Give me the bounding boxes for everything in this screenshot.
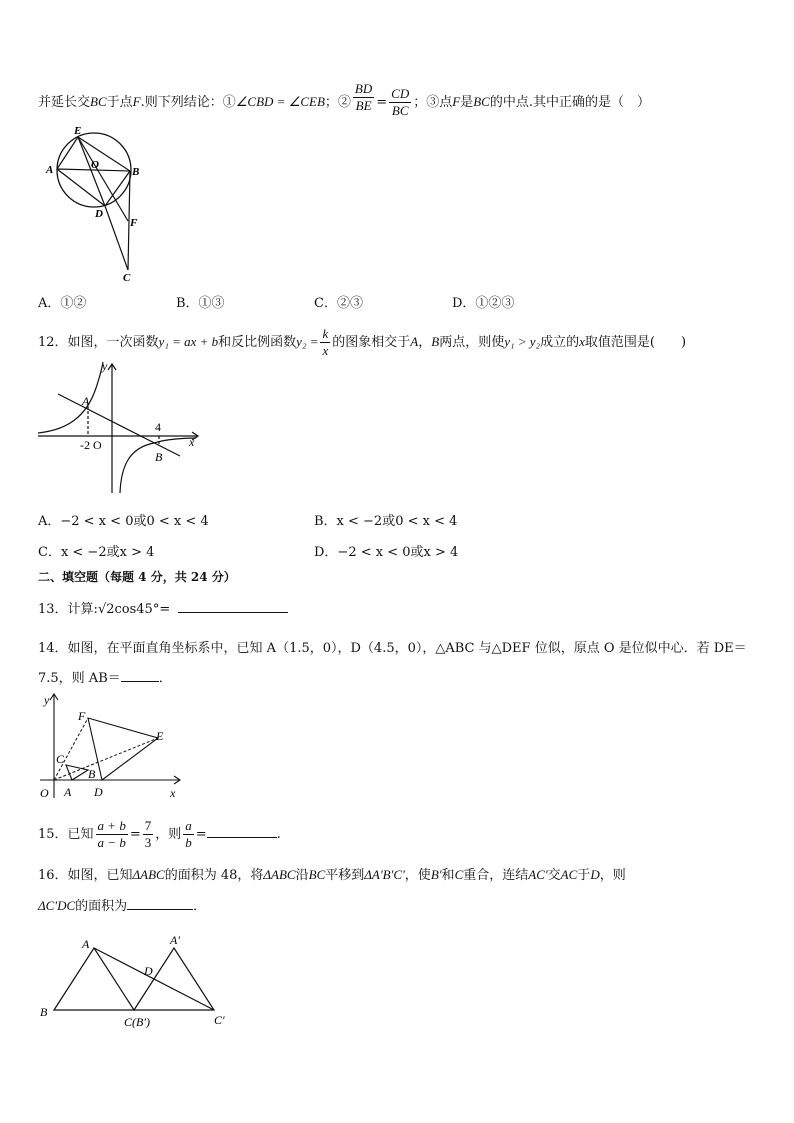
q11-is: 是 — [460, 95, 474, 110]
q12-label-a: A — [82, 394, 90, 408]
q14-label-a: A — [64, 785, 72, 799]
section-header-fill-in: 二、填空题（每题 4 分，共 24 分） — [38, 570, 236, 584]
q11-sep2: ；③点 — [413, 95, 453, 110]
q12-frac: $\frac{k}{x}$ — [322, 326, 329, 358]
q12-hyperbola-left — [38, 362, 103, 433]
q16-label-ap: A′ — [170, 933, 180, 947]
q12-figure — [36, 358, 206, 496]
q12-label-x: x — [189, 435, 195, 449]
q12-label-m2o: -2 O — [80, 438, 102, 452]
q13-stem: 13．计算:√2cos45°= — [38, 598, 288, 617]
q12-option-c[interactable]: C．x < −2或x > 4 — [38, 545, 155, 560]
q16-answer-blank[interactable] — [127, 897, 193, 910]
q11-label-c: C — [123, 272, 131, 282]
q11-label-a: A — [46, 164, 54, 176]
q11-option-c[interactable]: C．②③ — [314, 296, 363, 311]
q12-label-y: y — [102, 359, 108, 373]
q11-option-b[interactable]: B．①③ — [176, 296, 225, 311]
q11-at: 于点 — [106, 95, 133, 110]
q11-lead: .则下列结论：① — [140, 95, 236, 110]
q11-angle-eq: ∠CBD = ∠CEB — [235, 94, 325, 109]
q15-frac-73: $\frac{7}{3}$ — [144, 818, 152, 850]
q11-eq: = — [376, 95, 388, 110]
q12-option-d[interactable]: D．−2 < x < 0或x > 4 — [314, 545, 459, 560]
q11-label-o: O — [91, 159, 99, 171]
q11-frac2: $\frac{CD}{BC}$ — [391, 86, 410, 118]
q14-label-f: F — [78, 709, 86, 723]
q11-label-f: F — [130, 217, 138, 229]
q13-answer-blank[interactable] — [178, 600, 288, 613]
q11-frac1: $\frac{BD}{BE}$ — [354, 81, 373, 113]
q16-label-a: A — [82, 937, 90, 951]
q11-label-b: B — [132, 166, 140, 178]
q11-sep1: ；② — [324, 95, 351, 110]
q12-stem: 12．如图，一次函数y₁ = ax + b和反比例函数y₂ = $\frac{k}{x}$ 的图象相交于A，B两点，则使y₁ > y₂成立的x取值范围是( ) — [38, 326, 687, 358]
q11-tail: 的中点.其中正确的是（ ） — [489, 95, 650, 110]
q14-triangle-abc — [66, 765, 88, 780]
q14-line1: 14．如图，在平面直角坐标系中，已知 A（1.5，0），D（4.5，0），△ABC 与△DEF 位似，原点 O 是位似中心．若 DE＝ — [38, 641, 747, 656]
q16-label-cbp: C(B′) — [124, 1015, 150, 1029]
q11-option-a[interactable]: A．①② — [38, 296, 87, 311]
q12-hyperbola-right — [120, 438, 196, 493]
q11-f2: F — [452, 94, 461, 109]
q16-label-d: D — [144, 964, 153, 978]
q16-label-b: B — [40, 1005, 48, 1019]
q11-f: F — [132, 94, 141, 109]
q15-answer-blank[interactable] — [207, 825, 277, 838]
q14-label-x: x — [170, 786, 176, 800]
q12-option-b[interactable]: B．x < −2或0 < x < 4 — [314, 514, 458, 529]
q16-line1: 16．如图，已知ΔABC的面积为 48，将ΔABC沿BC平移到ΔA'B'C'，使B'和C重合，连结AC'交AC于D，则 — [38, 867, 626, 883]
q11-bc: BC — [90, 94, 107, 109]
q11-intro: 并延长交 — [38, 95, 91, 110]
q11-label-d: D — [95, 208, 103, 220]
q14-label-b: B — [88, 767, 96, 781]
q11-bc2: BC — [473, 94, 490, 109]
q16-segment-acp — [94, 948, 214, 1010]
q15-frac-ab: $\frac{a + b}{a - b}$ — [97, 818, 126, 850]
q12-ineq: y₁ > y₂ — [504, 334, 541, 349]
q14-label-c: C — [56, 752, 65, 766]
q15-stem: 15．已知 $\frac{a + b}{a - b}$ = $\frac{7}{3}$ ，则 $\frac{a}{b}$ = . — [38, 818, 281, 850]
q14-answer-blank[interactable] — [121, 669, 159, 682]
q13-radical: √2 — [97, 602, 115, 617]
q14-label-y: y — [44, 693, 50, 707]
q14-label-o: O — [40, 786, 49, 800]
q11-stem — [38, 81, 650, 119]
q14-line2: 7.5，则 AB＝ ． — [38, 671, 172, 686]
q14-figure — [36, 690, 186, 806]
q16-line2: ΔC'DC的面积为 ． — [38, 898, 207, 914]
q16-figure — [36, 930, 236, 1030]
q16-triangle-abc — [54, 948, 134, 1010]
q11-figure — [40, 122, 160, 282]
q16-triangle-apbpcp — [134, 948, 214, 1010]
q12-y1: y₁ = ax + b — [158, 334, 219, 349]
q12-y2: y₂ = — [296, 334, 319, 349]
q11-label-e: E — [74, 125, 82, 137]
q14-triangle-def — [88, 718, 158, 780]
q14-label-d: D — [94, 785, 103, 799]
q12-label-4: 4 — [155, 420, 161, 434]
q14-label-e: E — [156, 729, 164, 743]
q15-frac-a-over-b: $\frac{a}{b}$ — [185, 818, 192, 850]
q12-option-a[interactable]: A．−2 < x < 0或0 < x < 4 — [38, 514, 209, 529]
q12-label-b: B — [155, 450, 163, 464]
q11-option-d[interactable]: D．①②③ — [452, 296, 515, 311]
q12-line — [58, 394, 180, 456]
q16-label-cp: C′ — [214, 1013, 225, 1027]
